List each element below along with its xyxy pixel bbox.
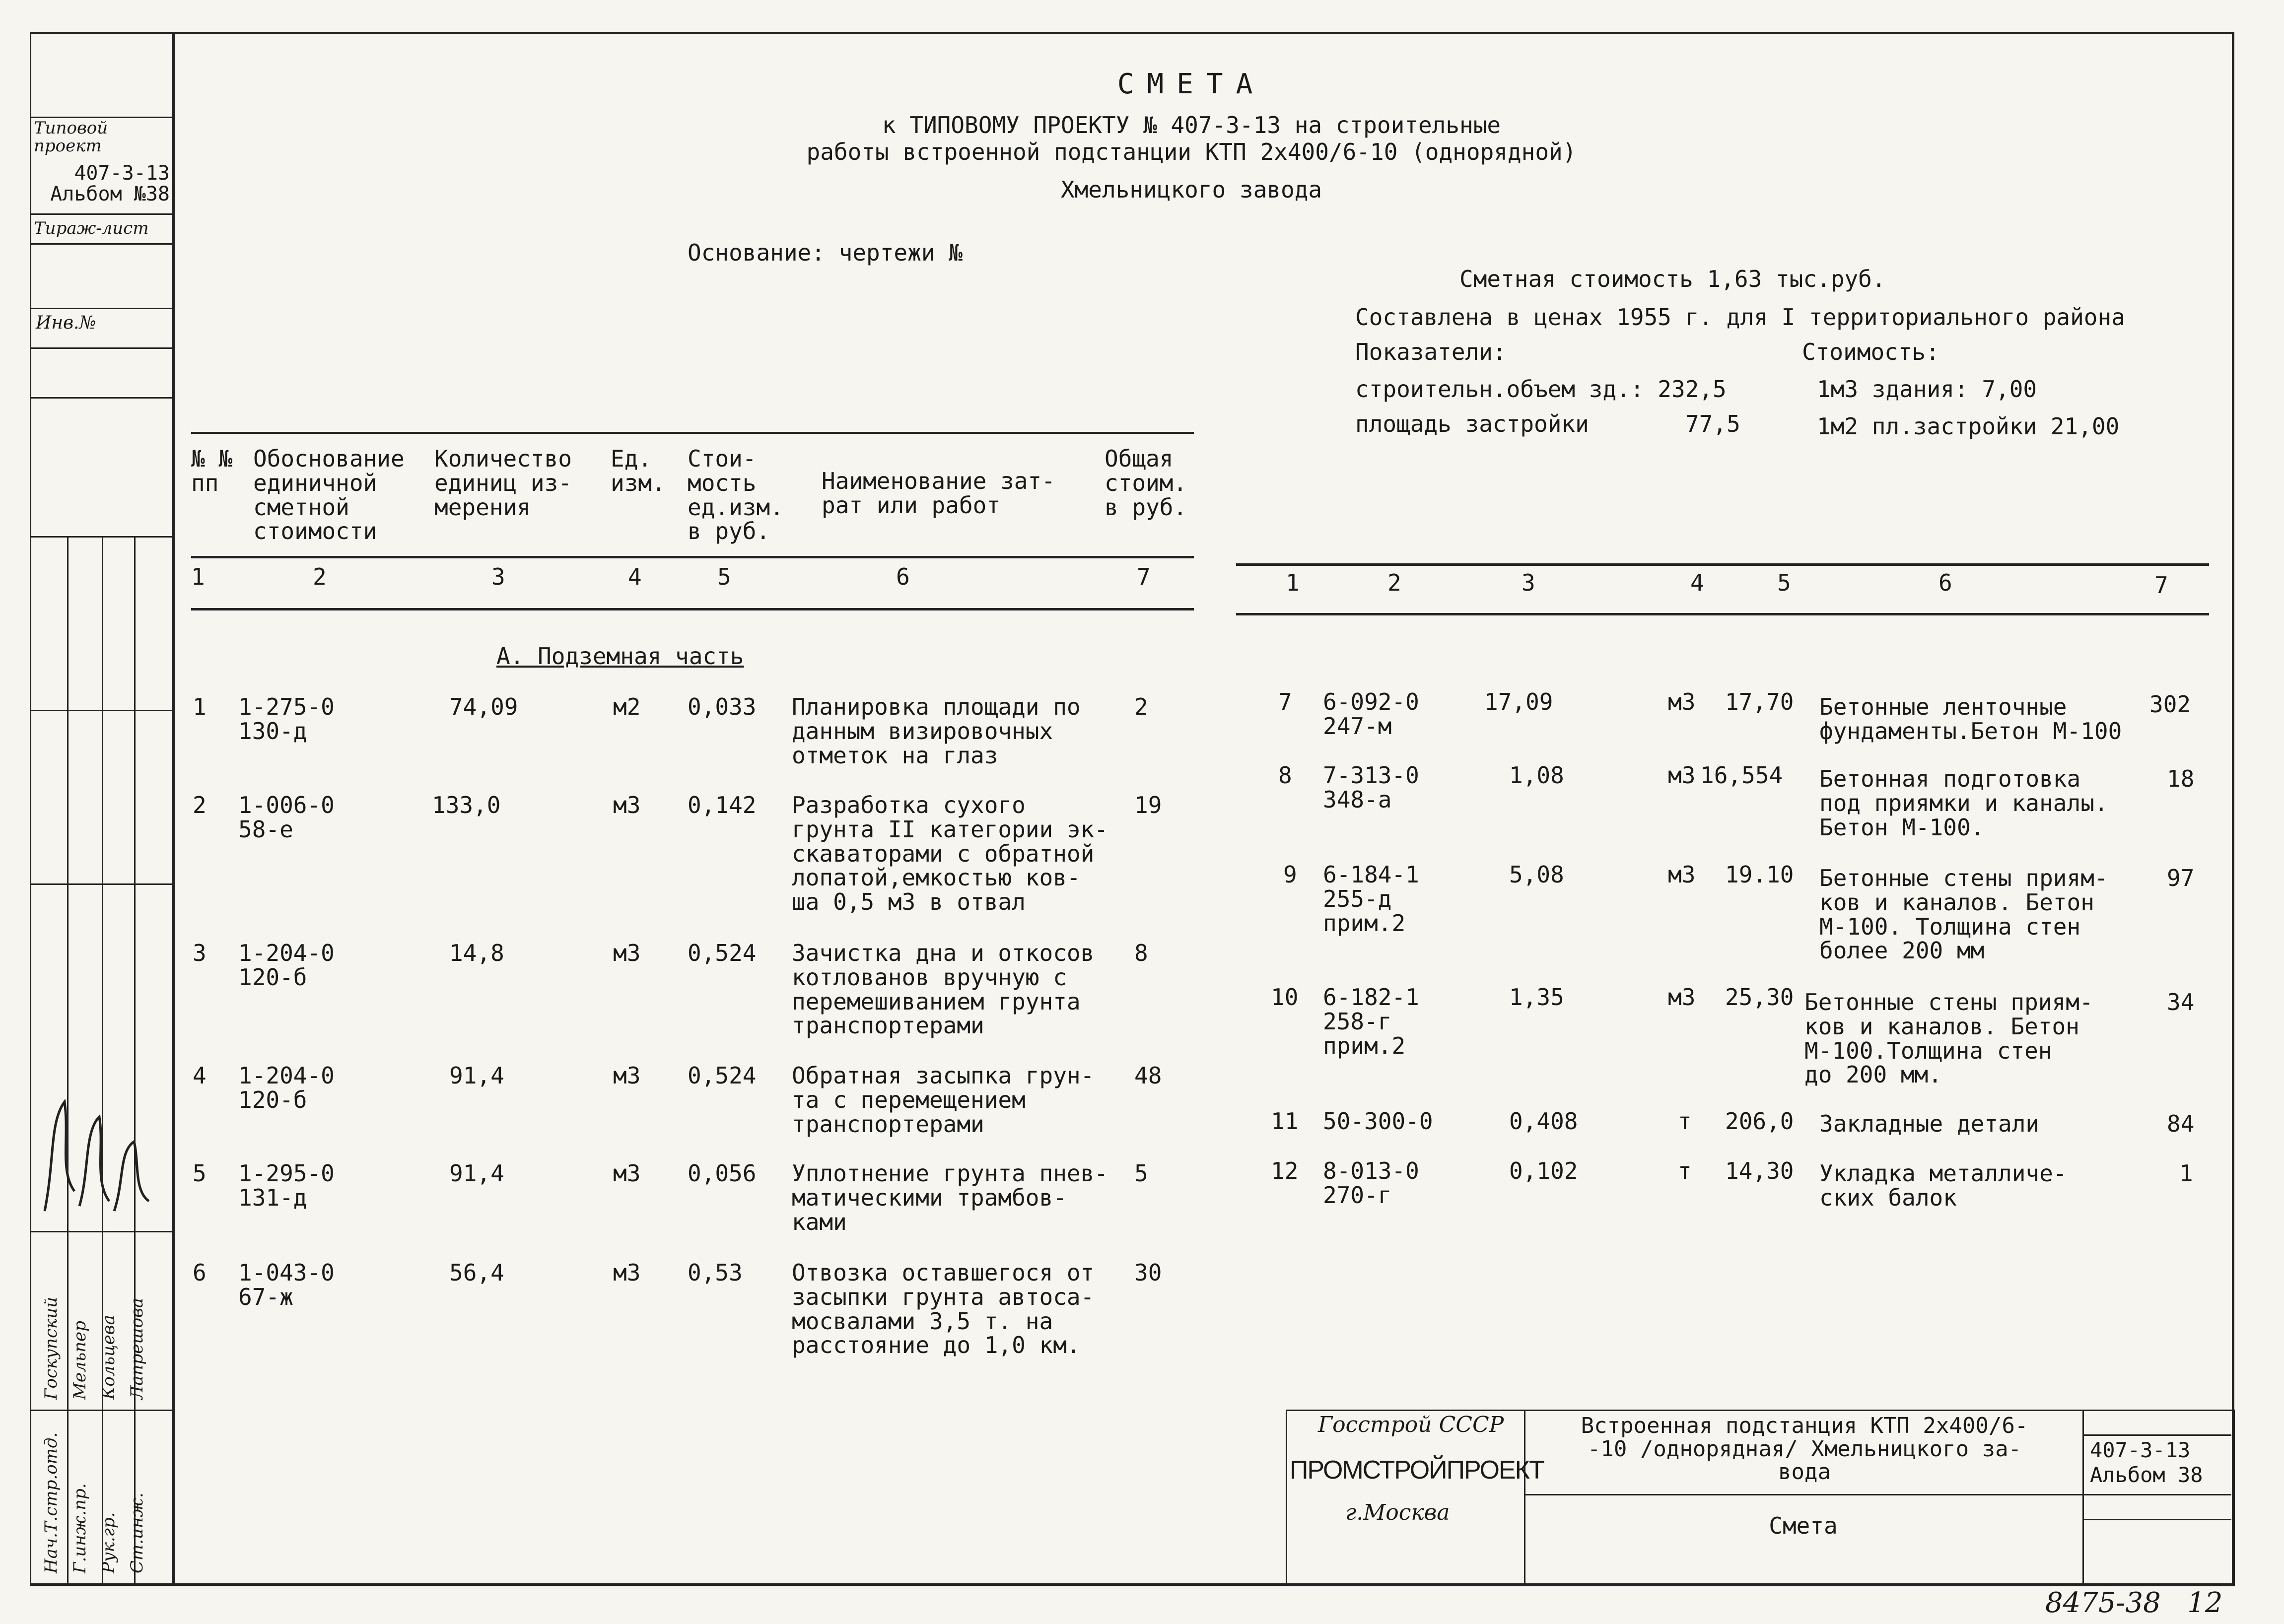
title-block-divider bbox=[2082, 1519, 2231, 1520]
row-unit: м3 bbox=[613, 1259, 641, 1286]
col-number-right: 4 bbox=[1690, 569, 1704, 596]
row-code: 1-204-0 120-б bbox=[238, 940, 335, 991]
row-price: 0,524 bbox=[688, 1062, 757, 1089]
row-qty: 91,4 bbox=[449, 1062, 504, 1089]
row-number: 4 bbox=[193, 1062, 207, 1089]
row-qty: 91,4 bbox=[449, 1160, 504, 1187]
col-header-unit: Ед. изм. bbox=[611, 445, 666, 496]
row-total: 8 bbox=[1134, 940, 1148, 966]
doc-subtitle-3: Хмельницкого завода bbox=[1060, 176, 1322, 203]
volume: строительн.объем зд.: 232,5 bbox=[1355, 376, 1727, 403]
stamp-roles: Нач.Т.стр.отд. Г.инж.пр. Рук.гр. Ст.инж. bbox=[41, 1432, 147, 1573]
row-code: 1-043-0 67-ж bbox=[238, 1259, 335, 1310]
title-block-divider bbox=[1524, 1410, 1525, 1583]
row-unit: т bbox=[1678, 1157, 1692, 1184]
row-name: Отвозка оставшегося от засыпки грунта автоса- мосвалами 3,5 т. на расстояние до 1,0 км. bbox=[792, 1259, 1095, 1359]
frame-inner-left bbox=[172, 32, 175, 1585]
row-code: 50-300-0 bbox=[1323, 1108, 1433, 1135]
header-rule bbox=[191, 556, 1194, 558]
area-cost: 1м2 пл.застройки 21,00 bbox=[1817, 413, 2120, 440]
volume-cost: 1м3 здания: 7,00 bbox=[1817, 376, 2037, 403]
header-rule-right bbox=[1236, 563, 2209, 566]
row-unit: т bbox=[1678, 1108, 1692, 1135]
row-code: 6-184-1 255-д прим.2 bbox=[1323, 861, 1419, 937]
row-number: 7 bbox=[1278, 688, 1292, 715]
tb-album: Альбом 38 bbox=[2090, 1463, 2203, 1487]
row-total: 18 bbox=[2167, 765, 2195, 792]
row-total: 5 bbox=[1134, 1160, 1148, 1187]
col-number-right: 1 bbox=[1286, 569, 1300, 596]
row-code: 1-204-0 120-б bbox=[238, 1062, 335, 1113]
org-promstroyproekt: ПРОМСТРОЙПРОЕКТ bbox=[1290, 1456, 1544, 1485]
area-value: 77,5 bbox=[1685, 410, 1740, 437]
header-rule bbox=[191, 432, 1194, 434]
row-number: 11 bbox=[1271, 1108, 1299, 1135]
row-number: 9 bbox=[1283, 861, 1297, 888]
header-rule-right bbox=[1236, 613, 2209, 615]
row-number: 1 bbox=[193, 693, 207, 720]
stamp-divider bbox=[30, 308, 174, 309]
title-block-divider bbox=[2082, 1434, 2231, 1436]
row-number: 2 bbox=[193, 792, 207, 818]
doc-subtitle-2: работы встроенной подстанции КТП 2х400/6-10 (однорядной) bbox=[806, 138, 1577, 165]
row-price: 0,142 bbox=[688, 792, 757, 818]
stamp-inv: Инв.№ bbox=[36, 313, 96, 333]
col-number: 1 bbox=[191, 563, 205, 590]
row-name: Бетонные ленточные фундаменты.Бетон М-100 bbox=[1819, 693, 2122, 744]
row-total: 30 bbox=[1134, 1259, 1162, 1286]
col-header-name: Наименование зат- рат или работ bbox=[822, 468, 1055, 519]
stamp-divider bbox=[30, 347, 174, 349]
prices-basis: Составлена в ценах 1955 г. для I территориального района bbox=[1355, 304, 2125, 331]
row-price: 19.10 bbox=[1725, 861, 1794, 888]
doc-name: Смета bbox=[1769, 1512, 1838, 1539]
row-qty: 14,8 bbox=[449, 940, 504, 966]
row-unit: м3 bbox=[1668, 861, 1696, 888]
row-qty: 17,09 bbox=[1484, 688, 1553, 715]
tb-code: 407-3-13 bbox=[2090, 1438, 2191, 1462]
row-unit: м3 bbox=[1668, 688, 1696, 715]
stamp-names: Госкупский Мельпер Кольцева Лапрешова bbox=[41, 1296, 147, 1400]
stamp-divider bbox=[30, 243, 174, 245]
row-qty: 1,35 bbox=[1509, 984, 1564, 1011]
row-total: 97 bbox=[2167, 865, 2195, 891]
row-name: Планировка площади по данным визировочных отметок на глаз bbox=[792, 693, 1081, 769]
col-header-basis: Обоснование единичной сметной стоимости bbox=[253, 445, 405, 545]
row-price: 17,70 bbox=[1725, 688, 1794, 715]
indicators-label: Показатели: bbox=[1355, 338, 1507, 365]
stamp-col bbox=[134, 536, 136, 1583]
doc-subtitle-1: к ТИПОВОМУ ПРОЕКТУ № 407-3-13 на строительные bbox=[882, 112, 1501, 138]
stamp-tirazh: Тираж-лист bbox=[34, 218, 149, 238]
row-number: 12 bbox=[1271, 1157, 1299, 1184]
stamp-col bbox=[102, 536, 103, 1583]
row-number: 8 bbox=[1278, 762, 1292, 789]
row-name: Разработка сухого грунта II категории эк- скаваторами с обратной лопатой,емкостью ков- ша 0,5 м3 в отвал bbox=[792, 792, 1108, 915]
row-name: Бетонная подготовка под приямки и каналы. Бетон М-100. bbox=[1819, 765, 2108, 841]
stamp-col bbox=[67, 536, 69, 1583]
row-price: 0,056 bbox=[688, 1160, 757, 1187]
row-qty: 74,09 bbox=[449, 693, 518, 720]
row-qty: 5,08 bbox=[1509, 861, 1564, 888]
section-a-title: А. Подземная часть bbox=[496, 643, 744, 670]
row-price: 25,30 bbox=[1725, 984, 1794, 1011]
row-name: Закладные детали bbox=[1819, 1110, 2040, 1137]
row-number: 6 bbox=[193, 1259, 207, 1286]
row-number: 5 bbox=[193, 1160, 207, 1187]
row-qty: 133,0 bbox=[432, 792, 501, 818]
signatures bbox=[35, 1062, 169, 1226]
col-header-qty: Количество единиц из- мерения bbox=[434, 445, 572, 521]
row-number: 10 bbox=[1271, 984, 1299, 1011]
col-number: 3 bbox=[491, 563, 505, 590]
row-total: 84 bbox=[2167, 1110, 2195, 1137]
col-number: 6 bbox=[896, 563, 910, 590]
row-unit: м3 bbox=[1668, 984, 1696, 1011]
frame-top bbox=[30, 32, 2234, 34]
row-unit: м2 bbox=[613, 693, 641, 720]
stamp-project-code: 407-3-13 Альбом №38 bbox=[50, 162, 170, 206]
row-unit: м3 bbox=[613, 792, 641, 818]
row-qty: 0,102 bbox=[1509, 1157, 1578, 1184]
row-total: 48 bbox=[1134, 1062, 1162, 1089]
col-number: 7 bbox=[1137, 563, 1151, 590]
footer-code: 8475-38 12 bbox=[2045, 1587, 2223, 1619]
row-total: 34 bbox=[2167, 989, 2195, 1015]
row-name: Уплотнение грунта пнев- матическими трамбов- ками bbox=[792, 1160, 1108, 1235]
col-number: 5 bbox=[717, 563, 731, 590]
row-name: Обратная засыпка грун- та с перемещением транспортерами bbox=[792, 1062, 1095, 1138]
row-price: 206,0 bbox=[1725, 1108, 1794, 1135]
col-header-price: Стои- мость ед.изм. в руб. bbox=[688, 445, 784, 545]
title-block-divider bbox=[1524, 1494, 2082, 1495]
col-number-right: 5 bbox=[1777, 569, 1791, 596]
row-total: 1 bbox=[2179, 1160, 2193, 1187]
col-number-right: 7 bbox=[2154, 572, 2168, 599]
row-code: 1-295-0 131-д bbox=[238, 1160, 335, 1211]
row-name: Зачистка дна и откосов котлованов вручную с перемешиванием грунта транспортерами bbox=[792, 940, 1095, 1039]
project-name: Встроенная подстанция КТП 2х400/6- -10 /однорядная/ Хмельницкого за- вода bbox=[1581, 1413, 2028, 1485]
row-qty: 0,408 bbox=[1509, 1108, 1578, 1135]
row-price: 0,53 bbox=[688, 1259, 743, 1286]
org-city: г.Москва bbox=[1345, 1500, 1450, 1525]
cost-label: Стоимость: bbox=[1802, 338, 1939, 365]
col-number: 4 bbox=[628, 563, 642, 590]
row-price: 0,033 bbox=[688, 693, 757, 720]
row-qty: 1,08 bbox=[1509, 762, 1564, 789]
row-name: Бетонные стены приям- ков и каналов. Бетон М-100. Толщина стен более 200 мм bbox=[1819, 865, 2108, 964]
stamp-divider bbox=[30, 213, 174, 215]
row-price: 14,30 bbox=[1725, 1157, 1794, 1184]
col-number-right: 3 bbox=[1522, 569, 1535, 596]
row-name: Укладка металличе- ских балок bbox=[1819, 1160, 2067, 1211]
row-code: 6-182-1 258-г прим.2 bbox=[1323, 984, 1419, 1059]
header-rule bbox=[191, 608, 1194, 610]
row-number: 3 bbox=[193, 940, 207, 966]
row-unit: м3 bbox=[613, 1160, 641, 1187]
doc-title: СМЕТА bbox=[1117, 68, 1266, 100]
row-code: 7-313-0 348-а bbox=[1323, 762, 1419, 813]
row-unit: м3 bbox=[613, 940, 641, 966]
row-total: 19 bbox=[1134, 792, 1162, 818]
col-number-right: 2 bbox=[1387, 569, 1401, 596]
row-code: 1-006-0 58-е bbox=[238, 792, 335, 843]
row-price: 16,554 bbox=[1700, 762, 1783, 789]
row-total: 302 bbox=[2149, 691, 2191, 718]
col-number: 2 bbox=[313, 563, 327, 590]
estimated-cost: Сметная стоимость 1,63 тыс.руб. bbox=[1459, 266, 1886, 292]
row-price: 0,524 bbox=[688, 940, 757, 966]
basis: Основание: чертежи № bbox=[688, 239, 963, 266]
row-code: 6-092-0 247-м bbox=[1323, 688, 1419, 740]
stamp-type-project: Типовой проект bbox=[34, 118, 108, 156]
row-code: 1-275-0 130-д bbox=[238, 693, 335, 744]
row-qty: 56,4 bbox=[449, 1259, 504, 1286]
frame-left bbox=[30, 32, 31, 1585]
area-label: площадь застройки bbox=[1355, 410, 1589, 437]
col-header-num: № № пп bbox=[191, 445, 233, 496]
stamp-divider bbox=[30, 397, 174, 399]
col-number-right: 6 bbox=[1938, 569, 1952, 596]
frame-right bbox=[2232, 32, 2234, 1585]
row-name: Бетонные стены приям- ков и каналов. Бетон М-100.Толщина стен до 200 мм. bbox=[1804, 989, 2093, 1088]
row-unit: м3 bbox=[613, 1062, 641, 1089]
title-block-divider bbox=[2082, 1494, 2231, 1495]
row-code: 8-013-0 270-г bbox=[1323, 1157, 1419, 1209]
row-unit: м3 bbox=[1668, 762, 1696, 789]
col-header-total: Общая стоим. в руб. bbox=[1105, 445, 1187, 521]
org-gosstroy: Госстрой СССР bbox=[1318, 1412, 1504, 1437]
row-total: 2 bbox=[1134, 693, 1148, 720]
